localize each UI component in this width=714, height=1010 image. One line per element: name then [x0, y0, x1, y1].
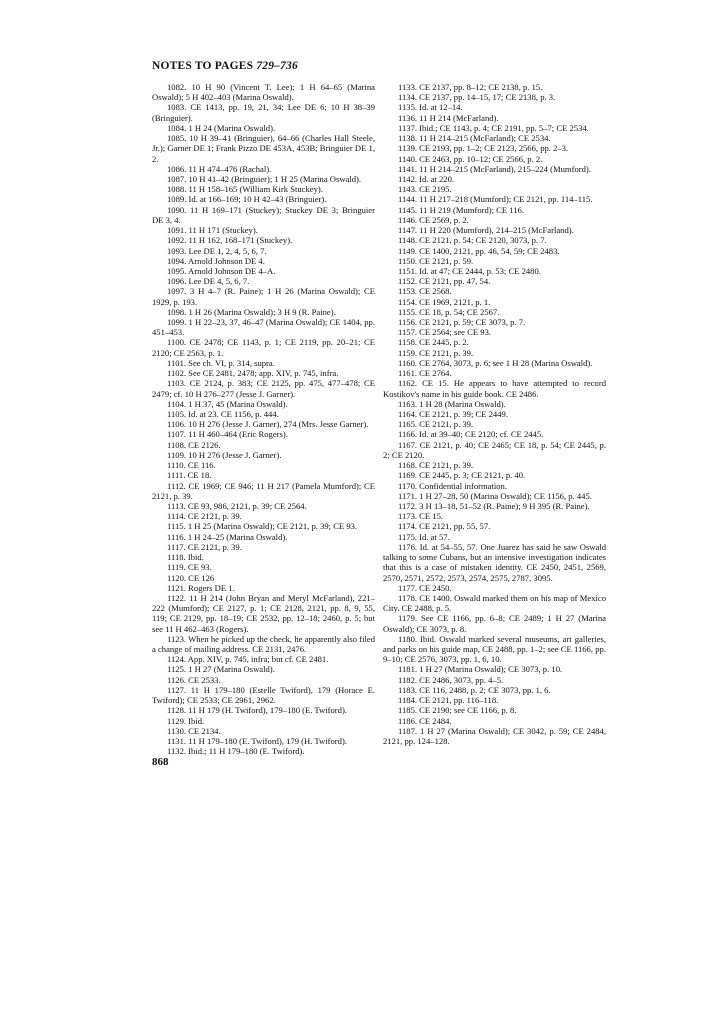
endnote: 1093. Lee DE 1, 2, 4, 5, 6, 7.: [167, 245, 267, 256]
endnote: 1178. CE 1400. Oswald marked them on his map of Mexico City. CE 2488, p. 5.: [383, 592, 606, 614]
endnote: 1122. 11 H 214 (John Bryan and Meryl McFarland), 221–222 (Mumford); CE 2127, p. 1; CE 2128, 2121, pp. 8, 9, 55, 119; CE 2129, pp. 18–19; CE 2532, pp. 12–18; 2460, p. 5; but see 11 H 462–463 (Rogers).: [152, 592, 375, 634]
endnote: 1100. CE 2478; CE 1143, p. 1; CE 2119, pp. 20–21; CE 2120; CE 2563, p. 1.: [152, 337, 375, 358]
endnote: 1133. CE 2137, pp. 8–12; CE 2138, p. 15.: [398, 82, 543, 92]
endnote: 1149. CE 1400, 2121, pp. 46, 54, 59; CE 2483.: [398, 245, 560, 256]
endnote: 1172. 3 H 13–18, 51–52 (R. Paine); 9 H 395 (R. Paine).: [398, 500, 590, 511]
endnote: 1162. CE 15. He appears to have attempted to record Kostikov's name in his guide book. CE 2486.: [383, 378, 606, 399]
endnote: 1086. 11 H 474–476 (Rachal).: [167, 163, 272, 174]
endnote: 1163. 1 H 28 (Marina Oswald).: [398, 398, 506, 409]
endnote: 1180. Ibid. Oswald marked several museums, art galleries, and parks on his guide map, CE 2488, pp. 1–2; see CE 1166, pp. 9–10; CE 2576, 3073, pp. 1, 6, 10.: [383, 633, 606, 665]
endnote: 1107. 11 H 460–464 (Eric Rogers).: [167, 429, 288, 440]
endnote: 1170. Confidential information.: [398, 480, 507, 491]
endnote: 1174. CE 2121, pp. 55, 57.: [398, 521, 491, 532]
endnote: 1104. 1 H 37, 45 (Marina Oswald).: [167, 398, 288, 409]
endnote: 1134. CE 2137, pp. 14–15, 17; CE 2138, p. 3.: [398, 92, 556, 103]
header-prefix: NOTES TO PAGES: [152, 60, 257, 72]
endnote: 1096. Lee DE 4, 5, 6, 7.: [167, 276, 250, 287]
notes-right-column: [383, 82, 606, 746]
endnote: 1102. See CE 2481, 2478; app. XIV, p. 745, infra.: [167, 368, 339, 379]
endnote: 1084. 1 H 24 (Marina Oswald).: [167, 122, 276, 133]
endnote: 1110. CE 116.: [167, 460, 216, 471]
endnote: 1103. CE 2124, p. 383; CE 2125, pp. 475, 477–478; CE 2479; cf. 10 H 276–277 (Jesse J. Garner).: [152, 378, 375, 399]
endnote: 1121. Rogers DE 1.: [167, 582, 235, 593]
endnote: 1112. CE 1969; CE 946; 11 H 217 (Pamela Mumford); CE 2121, p. 39.: [152, 480, 375, 501]
endnote: 1181. 1 H 27 (Marina Oswald); CE 3073, p. 10.: [398, 664, 563, 675]
endnote: 1183. CE 116, 2488, p. 2; CE 3073, pp. 1, 6.: [398, 684, 551, 695]
endnote: 1154. CE 1969, 2121, p. 1.: [398, 296, 491, 307]
endnote: 1177. CE 2450.: [398, 582, 452, 593]
endnote: 1169. CE 2445, p. 3; CE 2121, p. 40.: [398, 470, 526, 481]
endnote: 1131. 11 H 179–180 (E. Twiford), 179 (H. Twiford).: [167, 736, 347, 746]
endnote: 1135. Id. at 12–14.: [398, 102, 463, 113]
endnote: 1164. CE 2121, p. 39; CE 2449.: [398, 409, 508, 419]
endnote: 1152. CE 2121, pp. 47, 54.: [398, 276, 491, 287]
endnote: 1099. 1 H 22–23, 37, 46–47 (Marina Oswald); CE 1404, pp. 451–453.: [152, 317, 375, 338]
endnote: 1147. 11 H 220 (Mumford), 214–215 (McFarland).: [398, 225, 574, 236]
endnote: 1157. CE 2564; see CE 93.: [398, 327, 492, 338]
endnote: 1091. 11 H 171 (Stuckey).: [167, 225, 258, 236]
endnote: 1119. CE 93.: [167, 562, 212, 573]
endnote: 1117. CE 2121, p. 39.: [167, 541, 242, 552]
endnote: 1109. 10 H 276 (Jesse J. Garner).: [167, 449, 282, 460]
endnote: 1105. Id. at 23. CE 1156, p. 444.: [167, 409, 279, 419]
endnote: 1156. CE 2121, p. 59; CE 3073, p. 7.: [398, 317, 526, 328]
endnote: 1142. Id. at 220.: [398, 173, 455, 184]
endnote: 1097. 3 H 4–7 (R. Paine); 1 H 26 (Marina Oswald); CE 1929, p. 193.: [152, 286, 375, 307]
endnote: 1141. 11 H 214–215 (McFarland), 215–224 (Mumford).: [398, 163, 591, 174]
endnote: 1082. 10 H 90 (Vincent T. Lee); 1 H 64–65 (Marina Oswald); 5 H 402–403 (Marina Oswald).: [152, 82, 375, 103]
endnote: 1094. Arnold Johnson DE 4.: [167, 255, 265, 266]
endnote: 1126. CE 2533.: [167, 674, 221, 685]
endnote: 1145. 11 H 219 (Mumford); CE 116.: [398, 204, 525, 215]
endnote: 1098. 1 H 26 (Marina Oswald); 3 H 9 (R. Paine).: [167, 306, 336, 317]
endnote: 1187. 1 H 27 (Marina Oswald); CE 3042, p. 59; CE 2484, 2121, pp. 124–128.: [383, 725, 606, 746]
endnote: 1150. CE 2121, p. 59.: [398, 255, 474, 266]
endnote: 1168. CE 2121, p. 39.: [398, 460, 474, 471]
endnote: 1136. 11 H 214 (McFarland).: [398, 112, 499, 123]
running-header: [152, 60, 298, 72]
endnote: 1153. CE 2568.: [398, 286, 452, 297]
endnote: 1124. App. XIV, p. 745, infra; but cf. CE 2481.: [167, 654, 329, 665]
endnote: 1088. 11 H 158–165 (William Kirk Stuckey).: [167, 184, 323, 195]
endnote: 1089. Id. at 166–169; 10 H 42–43 (Bringuier).: [167, 194, 327, 205]
endnote: 1167. CE 2121, p. 40; CE 2465; CE 18, p. 54; CE 2445, p. 2; CE 2120.: [383, 439, 606, 460]
endnote: 1143. CE 2195.: [398, 184, 452, 195]
endnote: 1155. CE 18, p. 54; CE 2567.: [398, 306, 500, 317]
endnote: 1083. CE 1413, pp. 19, 21, 34; Lee DE 6; 10 H 38–39 (Bringuier).: [152, 102, 375, 123]
endnote: 1106. 10 H 276 (Jesse J. Garner), 274 (Mrs. Jesse Garner).: [167, 419, 369, 430]
page-number: 868: [152, 756, 169, 768]
endnote: 1165. CE 2121, p. 39.: [398, 419, 474, 430]
endnote: 1132. Ibid.; 11 H 179–180 (E. Twiford).: [167, 746, 305, 757]
endnote: 1151. Id. at 47; CE 2444, p. 53; CE 2480.: [398, 265, 541, 276]
endnote: 1123. When he picked up the check, he apparently also filed a change of mailing address. CE 2131, 2476.: [152, 633, 375, 655]
endnote: 1128. 11 H 179 (H. Twiford), 179–180 (E. Twiford).: [167, 705, 347, 716]
endnote: 1159. CE 2121, p. 39.: [398, 347, 474, 358]
endnote: 1173. CE 15.: [398, 511, 444, 522]
endnote: 1160. CE 2764, 3073, p. 6; see 1 H 28 (Marina Oswald).: [398, 357, 593, 368]
endnote: 1130. CE 2134.: [167, 725, 221, 736]
endnote: 1120. CE 126: [167, 572, 215, 583]
endnote: 1115. 1 H 25 (Marina Oswald); CE 2121, p. 39; CE 93.: [167, 521, 358, 532]
notes-left-column: [152, 82, 375, 756]
endnote: 1185. CE 2190; see CE 1166, p. 8.: [398, 705, 517, 716]
endnote: 1179. See CE 1166, pp. 6–8; CE 2489; 1 H 27 (Marina Oswald); CE 3073, p. 8.: [383, 613, 606, 634]
endnote: 1118. Ibid.: [167, 552, 204, 563]
endnote: 1186. CE 2484.: [398, 715, 452, 726]
endnote: 1182. CE 2486, 3073, pp. 4–5.: [398, 674, 504, 685]
endnote: 1176. Id. at 54–55, 57. One Juarez has said he saw Oswald talking to some Cubans, but an intensive investigation indicates that this is a case of mistaken identity. CE 2450, 2451, 2569, 2570, 2571, 2572, 2573, 2574, 2575, 2787, 3095.: [383, 541, 606, 583]
endnote: 1129. Ibid.: [167, 715, 205, 726]
header-pages: 729–736: [256, 60, 298, 72]
endnote: 1175. Id. at 57.: [398, 531, 450, 542]
endnote: 1171. 1 H 27–28, 50 (Marina Oswald); CE 1156, p. 445.: [398, 490, 592, 501]
endnote: 1144. 11 H 217–218 (Mumford); CE 2121, pp. 114–115.: [398, 194, 593, 205]
endnote: 1101. See ch. VI, p. 314, supra.: [167, 357, 275, 368]
endnote: 1090. 11 H 169–171 (Stuckey); Stuckey DE 3; Bringuier DE 3, 4.: [152, 204, 375, 225]
endnote: 1127. 11 H 179–180 (Estelle Twiford), 179 (Horace E. Twiford); CE 2533; CE 2961, 2962.: [152, 684, 375, 706]
endnote: 1116. 1 H 24–25 (Marina Oswald).: [167, 531, 288, 542]
endnote: 1146. CE 2569, p. 2.: [398, 214, 469, 225]
endnote: 1111. CE 18.: [167, 470, 212, 481]
endnote: 1161. CE 2764.: [398, 368, 452, 379]
endnote: 1125. 1 H 27 (Marina Oswald).: [167, 664, 275, 675]
endnote: 1113. CE 93, 986, 2121, p. 39; CE 2564.: [167, 500, 307, 511]
endnote: 1114. CE 2121, p. 39.: [167, 511, 242, 522]
endnote: 1108. CE 2126.: [167, 439, 221, 450]
endnote: 1085. 10 H 39–41 (Bringuier), 64–66 (Charles Hall Steele, Jr.); Garner DE 1; Frank Pizzo DE 453A, 453B; Bringuier DE 1, 2.: [152, 133, 375, 164]
endnote: 1137. Ibid.; CE 1143, p. 4; CE 2191, pp. 5–7; CE 2534.: [398, 122, 589, 133]
endnote: 1184. CE 2121, pp. 116–118.: [398, 695, 499, 706]
endnote: 1158. CE 2445, p. 2.: [398, 337, 469, 348]
endnote: 1095. Arnold Johnson DE 4–A.: [167, 265, 276, 276]
endnote: 1166. Id. at 39–40; CE 2120; cf. CE 2445.: [398, 429, 544, 440]
endnote: 1087. 10 H 41–42 (Bringuier); 1 H 25 (Marina Oswald).: [167, 173, 362, 184]
endnote: 1148. CE 2121, p. 54; CE 2120, 3073, p. 7.: [398, 235, 547, 246]
endnote: 1139. CE 2193, pp. 1–2; CE 2123, 2566, pp. 2–3.: [398, 143, 569, 154]
endnote: 1140. CE 2463, pp. 10–12; CE 2566, p. 2.: [398, 153, 543, 164]
endnote: 1138. 11 H 214–215 (McFarland); CE 2534.: [398, 133, 551, 144]
endnote: 1092. 11 H 162, 168–171 (Stuckey).: [167, 235, 293, 246]
